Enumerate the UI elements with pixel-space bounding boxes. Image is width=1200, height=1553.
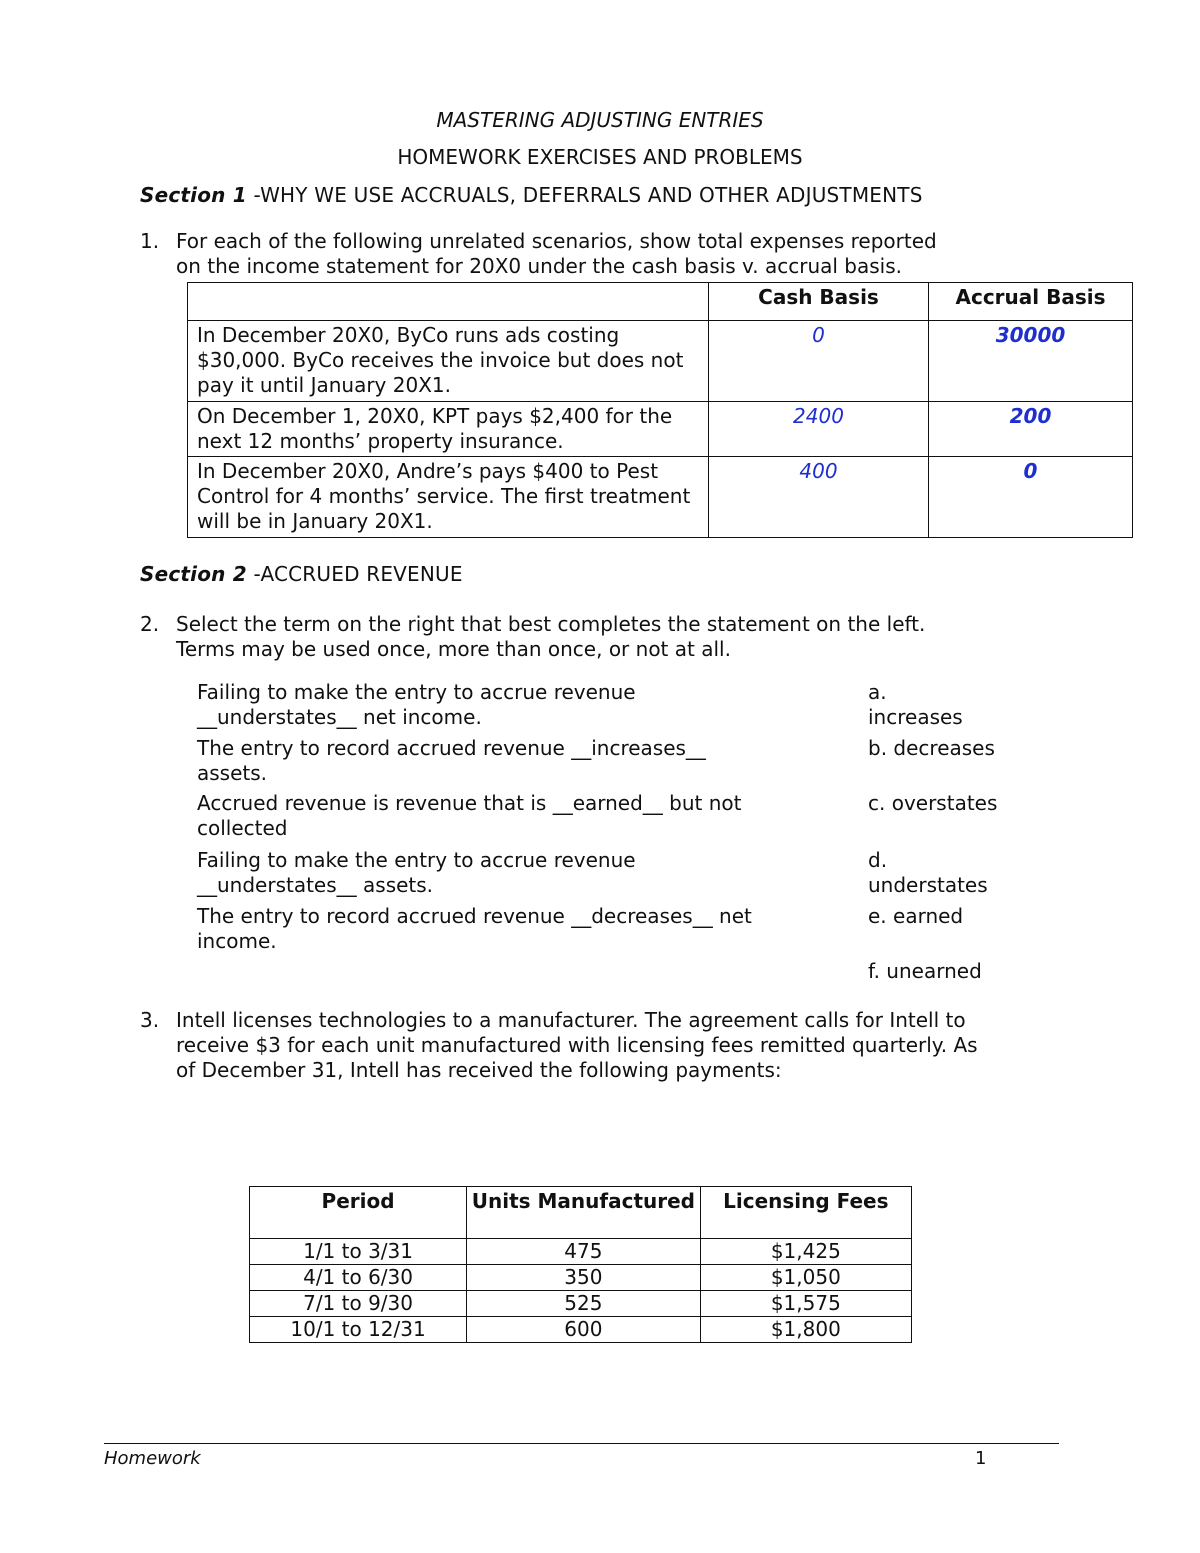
footer-label: Homework — [104, 1448, 201, 1469]
section-2-heading — [140, 562, 463, 586]
section-1-title: -WHY WE USE ACCRUALS, DEFERRALS AND OTHER ADJUSTMENTS — [253, 183, 923, 207]
section-1-label: Section 1 — [140, 183, 247, 207]
expense-table — [187, 282, 1133, 538]
q1-number: 1. — [140, 229, 160, 253]
units-cell: 600 — [467, 1317, 701, 1343]
table-row — [188, 321, 1133, 402]
term-e: e. earned — [868, 904, 964, 928]
q2-text-line2: Terms may be used once, more than once, or not at all. — [176, 637, 731, 661]
units-cell: 475 — [467, 1239, 701, 1265]
q2-number: 2. — [140, 612, 160, 636]
q1-text-line2: on the income statement for 20X0 under the cash basis v. accrual basis. — [176, 254, 903, 278]
col-licensing-fees: Licensing Fees — [700, 1187, 911, 1239]
statement-5 — [197, 904, 752, 954]
statement-line: collected — [197, 816, 288, 840]
statement-line: Accrued revenue is revenue that is __earned__ but not — [197, 791, 742, 815]
fees-cell: $1,800 — [700, 1317, 911, 1343]
col-accrual-basis: Accrual Basis — [929, 283, 1133, 321]
col-cash-basis: Cash Basis — [709, 283, 929, 321]
units-cell: 350 — [467, 1265, 701, 1291]
q3-text-line3: of December 31, Intell has received the following payments: — [176, 1058, 782, 1082]
fees-cell: $1,050 — [700, 1265, 911, 1291]
statement-3 — [197, 791, 742, 841]
statement-line: Failing to make the entry to accrue revenue — [197, 680, 636, 704]
col-period: Period — [250, 1187, 467, 1239]
statement-line: income. — [197, 929, 277, 953]
col-units-manufactured: Units Manufactured — [467, 1187, 701, 1239]
document-title: MASTERING ADJUSTING ENTRIES — [436, 108, 764, 132]
section-2-label: Section 2 — [140, 562, 247, 586]
term-c: c. overstates — [868, 791, 998, 815]
period-cell: 1/1 to 3/31 — [250, 1239, 467, 1265]
fees-cell: $1,575 — [700, 1291, 911, 1317]
table-row — [250, 1265, 912, 1291]
q3-text-line2: receive $3 for each unit manufactured with licensing fees remitted quarterly. As — [176, 1033, 978, 1057]
scenario-desc: In December 20X0, ByCo runs ads costing $30,000. ByCo receives the invoice but does not pay it until January 20X1. — [188, 321, 709, 402]
section-1-heading — [140, 183, 923, 207]
section-2-title: -ACCRUED REVENUE — [253, 562, 463, 586]
page-number: 1 — [975, 1448, 987, 1469]
document-subtitle: HOMEWORK EXERCISES AND PROBLEMS — [397, 145, 803, 169]
q2-text-line1: Select the term on the right that best completes the statement on the left. — [176, 612, 926, 636]
table-row — [250, 1239, 912, 1265]
accrual-answer: 200 — [929, 402, 1133, 457]
q3-text-line1: Intell licenses technologies to a manufacturer. The agreement calls for Intell to — [176, 1008, 966, 1032]
table-row — [250, 1317, 912, 1343]
q1-text-line1: For each of the following unrelated scenarios, show total expenses reported — [176, 229, 937, 253]
fees-cell: $1,425 — [700, 1239, 911, 1265]
expense-table-corner — [188, 283, 709, 321]
statement-line: Failing to make the entry to accrue revenue — [197, 848, 636, 872]
period-cell: 4/1 to 6/30 — [250, 1265, 467, 1291]
term-b: b. decreases — [868, 736, 995, 760]
statement-4 — [197, 848, 636, 898]
units-cell: 525 — [467, 1291, 701, 1317]
licensing-table — [249, 1186, 912, 1343]
scenario-desc: On December 1, 20X0, KPT pays $2,400 for the next 12 months’ property insurance. — [188, 402, 709, 457]
licensing-table-header — [250, 1187, 912, 1239]
expense-table-header — [188, 283, 1133, 321]
statement-line: assets. — [197, 761, 268, 785]
statement-1 — [197, 680, 636, 730]
cash-answer: 400 — [709, 457, 929, 538]
accrual-answer: 30000 — [929, 321, 1133, 402]
period-cell: 10/1 to 12/31 — [250, 1317, 467, 1343]
period-cell: 7/1 to 9/30 — [250, 1291, 467, 1317]
table-row — [250, 1291, 912, 1317]
statement-line: __understates__ assets. — [197, 873, 434, 897]
statement-line: __understates__ net income. — [197, 705, 482, 729]
cash-answer: 2400 — [709, 402, 929, 457]
scenario-desc: In December 20X0, Andre’s pays $400 to Pest Control for 4 months’ service. The first treatment will be in January 20X1. — [188, 457, 709, 538]
statement-line: The entry to record accrued revenue __increases__ — [197, 736, 706, 760]
table-row — [188, 457, 1133, 538]
term-f: f. unearned — [868, 959, 982, 983]
term-a: a. increases — [868, 680, 963, 729]
footer-rule — [104, 1443, 1059, 1444]
q3-number: 3. — [140, 1008, 160, 1032]
statement-2 — [197, 736, 706, 786]
term-d: d. understates — [868, 848, 988, 897]
accrual-answer: 0 — [929, 457, 1133, 538]
statement-line: The entry to record accrued revenue __decreases__ net — [197, 904, 752, 928]
table-row — [188, 402, 1133, 457]
cash-answer: 0 — [709, 321, 929, 402]
